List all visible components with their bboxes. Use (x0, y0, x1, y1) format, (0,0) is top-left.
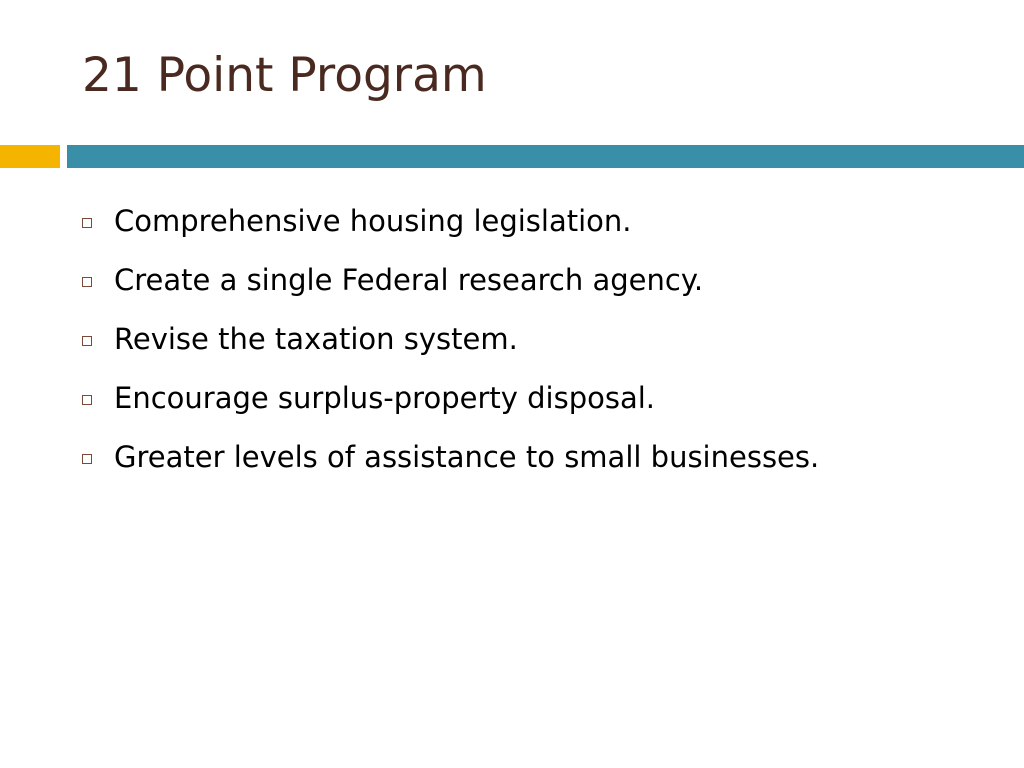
square-bullet-icon (82, 218, 92, 228)
bullet-item (82, 251, 819, 310)
bullet-text: Revise the taxation system. (114, 322, 518, 356)
bullet-text: Greater levels of assistance to small businesses. (114, 440, 820, 474)
square-bullet-icon (82, 277, 92, 287)
slide-title: 21 Point Program (82, 48, 487, 103)
square-bullet-icon (82, 454, 92, 464)
bullet-item (82, 428, 819, 487)
accent-bar (0, 145, 60, 168)
bullet-item (82, 369, 819, 428)
bullet-text: Create a single Federal research agency. (114, 263, 704, 297)
bullet-list (82, 192, 819, 487)
bullet-item (82, 310, 819, 369)
bullet-item (82, 192, 819, 251)
square-bullet-icon (82, 336, 92, 346)
bullet-text: Encourage surplus-property disposal. (114, 381, 656, 415)
bullet-text: Comprehensive housing legislation. (114, 204, 632, 238)
title-underline-band (67, 145, 1024, 168)
square-bullet-icon (82, 395, 92, 405)
